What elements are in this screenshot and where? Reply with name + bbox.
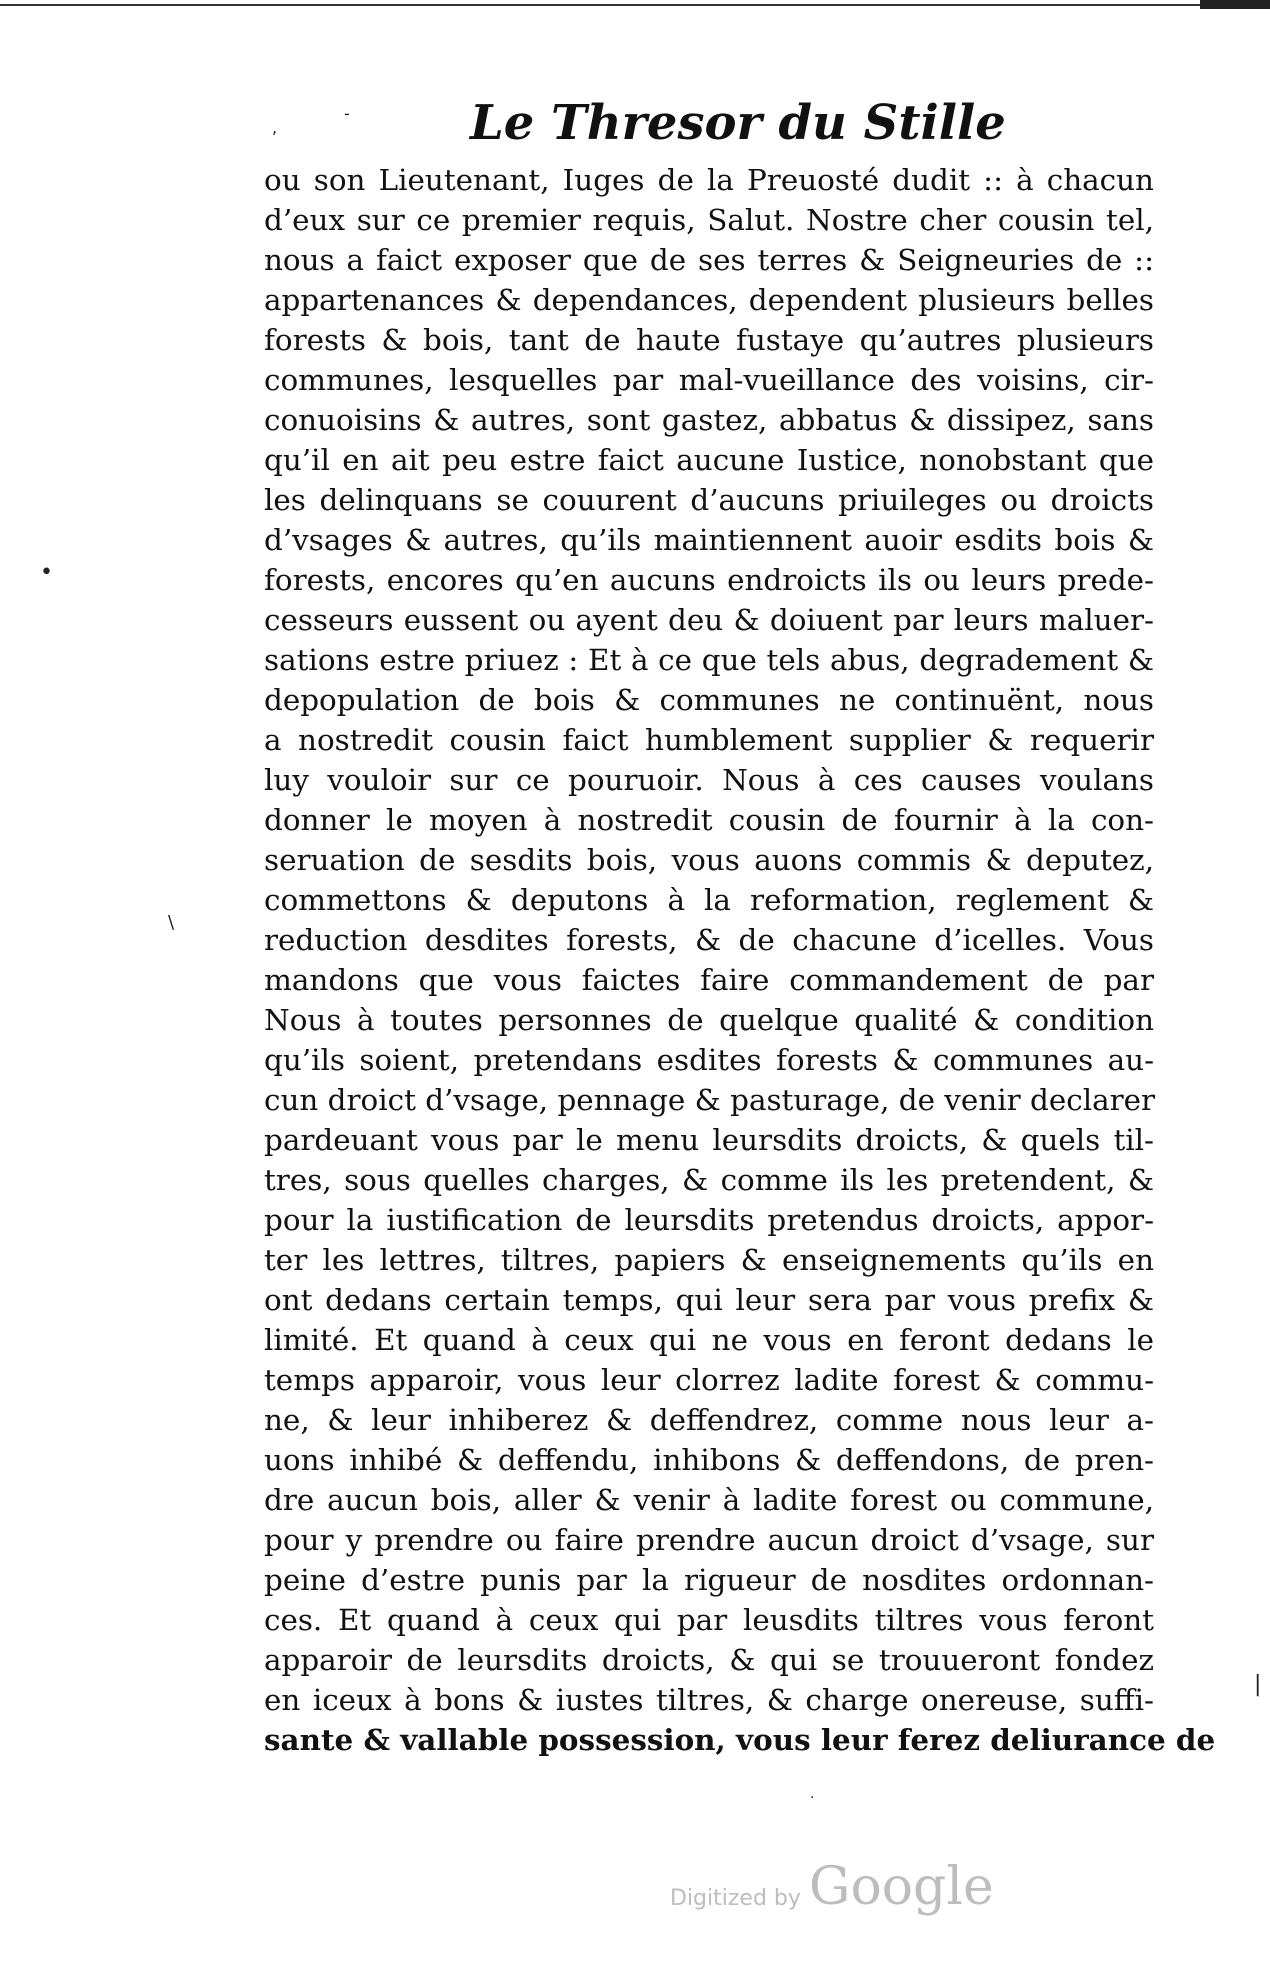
running-head: Le Thresor du Stille [470,95,1006,151]
text-line: sations estre priuez : Et à ce que tels abus, degradement & [264,643,1154,677]
watermark-brand: Google [808,1857,994,1917]
text-line: a nostredit cousin faict humblement supplier & requerir [264,723,1154,757]
text-line: reduction desdites forests, & de chacune d’icelles. Vous [264,923,1154,957]
text-line: d’vsages & autres, qu’ils maintiennent auoir esdits bois & [264,523,1154,557]
digitization-watermark [670,1855,1030,1925]
text-line: tres, sous quelles charges, & comme ils les pretendent, & [264,1163,1154,1197]
text-line: qu’ils soient, pretendans esdites forests & communes au- [264,1043,1154,1077]
text-line: limité. Et quand à ceux qui ne vous en feront dedans le [264,1323,1154,1357]
text-line: donner le moyen à nostredit cousin de fournir à la con- [264,803,1154,837]
watermark-prefix: Digitized by [670,1886,801,1911]
margin-mark: · [810,1790,815,1806]
margin-mark: , [272,118,278,137]
text-line: pour la iustification de leursdits pretendus droicts, appor- [264,1203,1154,1237]
text-line: conuoisins & autres, sont gastez, abbatus & dissipez, sans [264,403,1154,437]
text-line: uons inhibé & deffendu, inhibons & deffendons, de pren- [264,1443,1154,1477]
text-line: qu’il en ait peu estre faict aucune Iustice, nonobstant que [264,443,1154,477]
text-line: ou son Lieutenant, Iuges de la Preuosté dudit :: à chacun [264,163,1154,197]
text-line: depopulation de bois & communes ne continuënt, nous [264,683,1154,717]
text-line: forests & bois, tant de haute fustaye qu’autres plusieurs [264,323,1154,357]
text-line: sante & vallable possession, vous leur ferez deliurance de [264,1722,1216,1757]
text-line: ne, & leur inhiberez & deffendrez, comme nous leur a- [264,1403,1154,1437]
text-line: en iceux à bons & iustes tiltres, & charge onereuse, suffi- [264,1683,1154,1717]
text-line: ces. Et quand à ceux qui par leusdits tiltres vous feront [264,1603,1154,1637]
margin-mark: - [344,104,350,123]
text-line: communes, lesquelles par mal-vueillance des voisins, cir- [264,363,1154,397]
text-line: seruation de sesdits bois, vous auons commis & deputez, [264,843,1154,877]
text-line: mandons que vous faictes faire commandement de par [264,963,1154,997]
text-line: apparoir de leursdits droicts, & qui se trouueront fondez [264,1643,1154,1677]
text-line: commettons & deputons à la reformation, reglement & [264,883,1154,917]
text-line: Nous à toutes personnes de quelque qualité & condition [264,1003,1154,1037]
text-line: peine d’estre punis par la rigueur de nosdites ordonnan- [264,1563,1154,1597]
margin-mark: | [1254,1672,1262,1697]
text-line: pardeuant vous par le menu leursdits droicts, & quels til- [264,1123,1154,1157]
margin-mark: \ [168,912,175,933]
text-line: cesseurs eussent ou ayent deu & doiuent par leurs maluer- [264,603,1154,637]
text-line: dre aucun bois, aller & venir à ladite forest ou commune, [264,1483,1154,1517]
text-line: ont dedans certain temps, qui leur sera par vous prefix & [264,1283,1154,1317]
text-line: appartenances & dependances, dependent plusieurs belles [264,283,1154,317]
text-line: les delinquans se couurent d’aucuns priuileges ou droicts [264,483,1154,517]
text-line: luy vouloir sur ce pouruoir. Nous à ces causes voulans [264,763,1154,797]
margin-mark: • [40,560,53,585]
text-line: temps apparoir, vous leur clorrez ladite forest & commu- [264,1363,1154,1397]
text-line: d’eux sur ce premier requis, Salut. Nostre cher cousin tel, [264,203,1154,237]
text-line: nous a faict exposer que de ses terres & Seigneuries de :: [264,243,1154,277]
text-line: forests, encores qu’en aucuns endroicts ils ou leurs prede- [264,563,1154,597]
body-text [264,160,1216,1760]
text-line: ter les lettres, tiltres, papiers & enseignements qu’ils en [264,1243,1154,1277]
top-edge-rule [0,0,1270,14]
text-line: pour y prendre ou faire prendre aucun droict d’vsage, sur [264,1523,1154,1557]
text-line: cun droict d’vsage, pennage & pasturage, de venir declarer [264,1083,1156,1117]
